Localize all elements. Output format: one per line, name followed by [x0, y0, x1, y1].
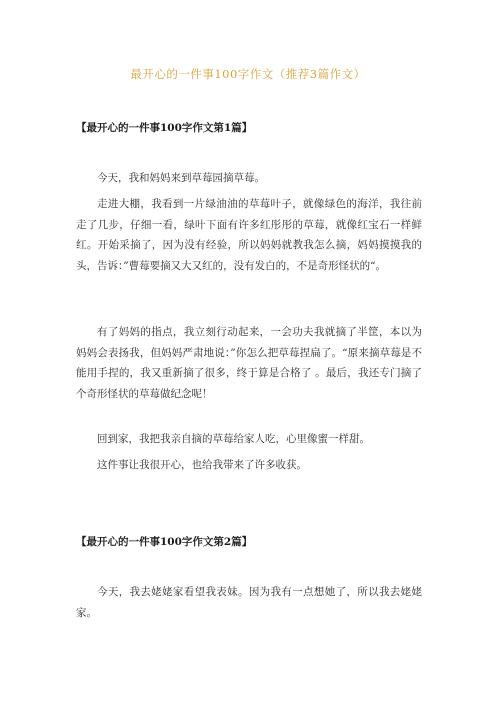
section-heading-1: 【最开心的一件事100字作文第1篇】 — [76, 122, 253, 134]
document-title: 最开心的一件事100字作文（推荐3篇作文） — [130, 67, 366, 81]
paragraph: 这件事让我很开心，也给我带来了许多收获。 — [97, 459, 307, 471]
paragraph: 回到家，我把我亲自摘的草莓给家人吃，心里像蜜一样甜。 — [97, 433, 370, 445]
paragraph: 今天，我和妈妈来到草莓园摘草莓。 — [97, 172, 265, 184]
section-heading-2: 【最开心的一件事100字作文第2篇】 — [76, 536, 253, 548]
paragraph: 走进大棚，我看到一片绿油油的草莓叶子，就像绿色的海洋，我往前走了几步，仔细一看，绿叶下面有许多红彤彤的草莓，就像红宝石一样鲜红。开始采摘了，因为没有经验，所以妈妈就教我怎么摘，妈妈摸摸我的头，告诉：”曹莓要摘又大又红的，没有发白的，不是奇形怪状的“。 — [76, 198, 422, 272]
paragraph: 今天，我去姥姥家看望我表妹。因为我有一点想她了，所以我去姥姥家。 — [76, 586, 422, 619]
paragraph: 有了妈妈的指点，我立刻行动起来，一会功夫我就摘了半筐，本以为妈妈会表扬我，但妈妈严肃地说：”你怎么把草莓捏扁了。“原来摘草莓是不能用手捏的，我又重新摘了很多，终于算是合格了 。最后，我还专门摘了个奇形怪状的草莓做纪念呢！ — [76, 326, 422, 400]
